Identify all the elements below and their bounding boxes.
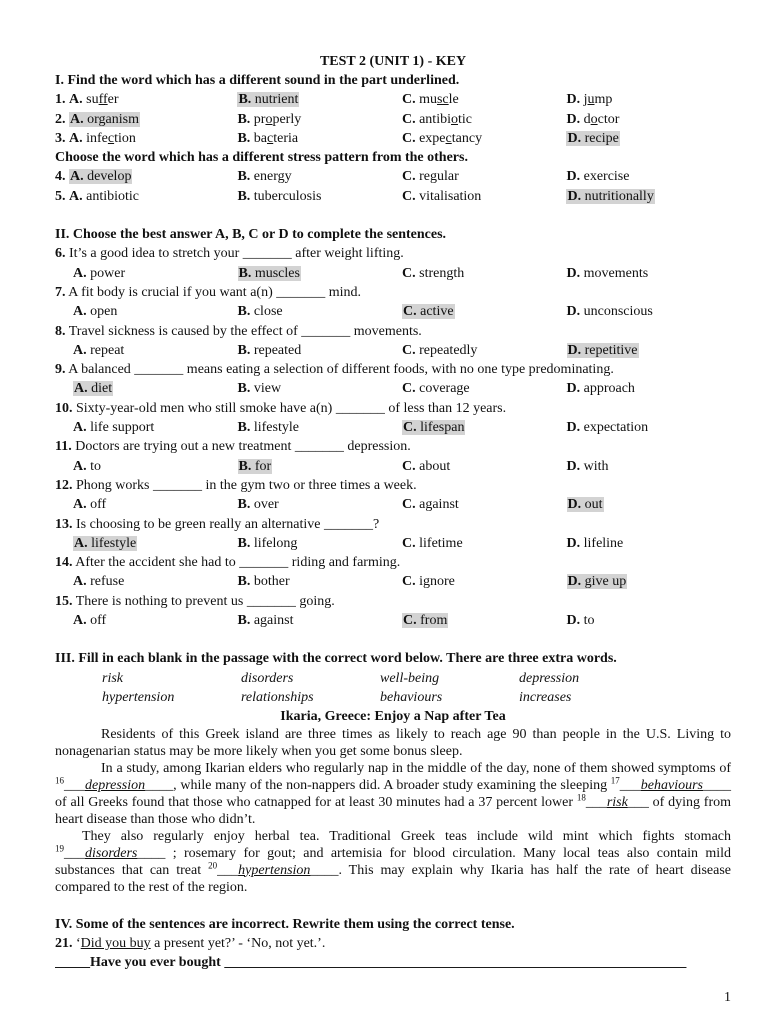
option-letter: A. bbox=[73, 304, 87, 320]
word-bank-row-1 bbox=[55, 669, 731, 688]
option-letter: D. bbox=[567, 497, 582, 513]
blank-number: 20 bbox=[208, 859, 218, 870]
option bbox=[402, 572, 567, 591]
passage-title: Ikaria, Greece: Enjoy a Nap after Tea bbox=[280, 708, 506, 724]
option-letter: B. bbox=[237, 420, 251, 436]
option-letter: C. bbox=[402, 574, 416, 590]
options-row bbox=[55, 457, 731, 476]
option bbox=[402, 187, 567, 206]
option-text: D. movements bbox=[566, 265, 649, 281]
option bbox=[566, 129, 731, 148]
option bbox=[55, 110, 237, 129]
option bbox=[402, 457, 567, 476]
option bbox=[73, 534, 238, 553]
answer-21-line: _____Have you ever bought __________________________________________________________________ bbox=[55, 955, 687, 971]
question-number: 7. bbox=[55, 284, 66, 300]
question-21: 21. ‘Did you buy a present yet?’ - ‘No, not yet.’. bbox=[55, 935, 326, 951]
question-number: 1. bbox=[55, 92, 66, 108]
option bbox=[237, 110, 402, 129]
option-letter: A. bbox=[73, 613, 87, 629]
question-number: 15. bbox=[55, 593, 73, 609]
option bbox=[237, 167, 402, 186]
option-text: A. off bbox=[73, 497, 107, 513]
option bbox=[238, 611, 403, 630]
option bbox=[238, 534, 403, 553]
option-letter: B. bbox=[237, 111, 251, 127]
option-text: D. unconscious bbox=[566, 304, 653, 320]
option bbox=[238, 341, 403, 360]
option bbox=[402, 341, 567, 360]
option-letter: A. bbox=[73, 265, 87, 281]
blank-number: 16 bbox=[55, 774, 64, 785]
option-letter: A. bbox=[69, 188, 83, 204]
option-letter: C. bbox=[401, 92, 416, 108]
option-letter: A. bbox=[69, 130, 83, 146]
option bbox=[55, 187, 237, 206]
option bbox=[73, 418, 238, 437]
word-bank-row-2 bbox=[55, 688, 731, 707]
underlined-part: sc bbox=[436, 92, 449, 108]
answer-highlight: B. muscles bbox=[238, 265, 300, 281]
option-text: A. to bbox=[73, 458, 102, 474]
option-letter: D. bbox=[566, 304, 581, 320]
option-letter: A. bbox=[74, 535, 88, 551]
option bbox=[402, 534, 567, 553]
option bbox=[238, 302, 403, 321]
question-number: 10. bbox=[55, 400, 73, 416]
option bbox=[567, 457, 732, 476]
option bbox=[238, 457, 403, 476]
word-bank-item: well-being bbox=[380, 670, 440, 686]
option bbox=[238, 572, 403, 591]
word-bank-item: depression bbox=[519, 670, 580, 686]
options-row bbox=[55, 341, 731, 360]
option bbox=[402, 90, 567, 109]
option-text: B. tuberculosis bbox=[237, 188, 322, 204]
option bbox=[55, 129, 237, 148]
option-letter: B. bbox=[237, 304, 251, 320]
option-letter: D. bbox=[566, 265, 581, 281]
question-stem: 7. A fit body is crucial if you want a(n) _______ mind. bbox=[55, 284, 362, 300]
option-text: C. regular bbox=[401, 169, 459, 185]
question-number: 8. bbox=[55, 323, 66, 339]
option bbox=[402, 495, 567, 514]
word-bank-item: relationships bbox=[241, 689, 314, 705]
option-text: C. ignore bbox=[402, 574, 455, 590]
question-row bbox=[55, 110, 731, 129]
option bbox=[567, 495, 732, 514]
option bbox=[237, 187, 402, 206]
answer-highlight: D. recipe bbox=[567, 130, 619, 146]
options-row bbox=[55, 302, 731, 321]
option-text: D. with bbox=[566, 458, 609, 474]
option bbox=[402, 379, 567, 398]
option-text: A. suffer bbox=[69, 92, 119, 108]
option-letter: D. bbox=[566, 381, 581, 397]
question-number: 11. bbox=[55, 439, 72, 455]
answer-highlight: D. nutritionally bbox=[567, 188, 654, 204]
underlined-part: u bbox=[587, 92, 595, 108]
option bbox=[73, 341, 238, 360]
option-letter: C. bbox=[403, 420, 417, 436]
option-letter: C. bbox=[402, 265, 416, 281]
options-row bbox=[55, 264, 731, 283]
option bbox=[402, 264, 567, 283]
option-letter: C. bbox=[401, 111, 416, 127]
option-letter: B. bbox=[238, 92, 252, 108]
option-letter: D. bbox=[566, 420, 581, 436]
question-number: 5. bbox=[55, 188, 66, 204]
answer-highlight: A. develop bbox=[70, 169, 132, 185]
underlined-part: c bbox=[107, 130, 115, 146]
option-text: B. properly bbox=[237, 111, 302, 127]
option-letter: C. bbox=[402, 381, 416, 397]
option bbox=[567, 611, 732, 630]
option bbox=[238, 264, 403, 283]
question-number: 14. bbox=[55, 555, 73, 571]
option-letter: A. bbox=[74, 381, 88, 397]
option bbox=[238, 418, 403, 437]
stress-heading: Choose the word which has a different stress pattern from the others. bbox=[55, 150, 468, 166]
option-letter: D. bbox=[567, 342, 582, 358]
option-text: B. against bbox=[237, 613, 294, 629]
option-letter: A. bbox=[73, 420, 87, 436]
option-text: A. off bbox=[73, 613, 107, 629]
option bbox=[55, 90, 237, 109]
option bbox=[73, 302, 238, 321]
section-2-heading: II. Choose the best answer A, B, C or D to complete the sentences. bbox=[55, 227, 447, 243]
option bbox=[73, 457, 238, 476]
section-3-heading: III. Fill in each blank in the passage with the correct word below. There are three extra words. bbox=[55, 651, 617, 667]
option bbox=[402, 302, 567, 321]
option-letter: B. bbox=[237, 130, 251, 146]
option-text: C. against bbox=[402, 497, 459, 513]
underlined-part: c bbox=[267, 130, 274, 146]
question-stem: 9. A balanced _______ means eating a selection of different foods, with no one type predominating. bbox=[55, 362, 614, 378]
option bbox=[567, 341, 732, 360]
page-title: TEST 2 (UNIT 1) - KEY bbox=[319, 54, 467, 69]
options-row bbox=[55, 495, 731, 514]
option bbox=[566, 110, 731, 129]
underlined-part: o bbox=[265, 111, 273, 127]
option-text: C. expectancy bbox=[401, 130, 483, 146]
answer-highlight: C. active bbox=[403, 304, 454, 320]
option-text: C. vitalisation bbox=[401, 188, 482, 204]
option bbox=[237, 90, 402, 109]
blank-number: 19 bbox=[55, 842, 64, 853]
answer-17: behaviours bbox=[640, 777, 703, 793]
option bbox=[567, 418, 732, 437]
word-bank-item: behaviours bbox=[380, 689, 443, 705]
section-1-stress-rows bbox=[55, 167, 731, 206]
answer-highlight: D. repetitive bbox=[567, 342, 638, 358]
option-text: D. expectation bbox=[566, 420, 649, 436]
underlined-part: o bbox=[450, 111, 458, 127]
answer-18: risk bbox=[606, 794, 628, 810]
option-letter: C. bbox=[402, 342, 416, 358]
option-letter: A. bbox=[73, 458, 87, 474]
question-stem: 15. There is nothing to prevent us _______ going. bbox=[55, 593, 335, 609]
section-2-questions bbox=[55, 244, 731, 630]
question-stem: 11. Doctors are trying out a new treatment _______ depression. bbox=[55, 439, 411, 455]
option-letter: B. bbox=[237, 613, 251, 629]
option-text: B. lifelong bbox=[237, 535, 298, 551]
option-letter: D. bbox=[566, 613, 581, 629]
answer-highlight: A. organism bbox=[70, 111, 139, 127]
option-letter: C. bbox=[403, 304, 417, 320]
option bbox=[73, 264, 238, 283]
option bbox=[402, 110, 567, 129]
option-text: B. lifestyle bbox=[237, 420, 299, 436]
worksheet bbox=[55, 52, 731, 972]
question-stem: 6. It’s a good idea to stretch your _______ after weight lifting. bbox=[55, 246, 404, 262]
options-row bbox=[55, 534, 731, 553]
option-letter: B. bbox=[237, 342, 251, 358]
option-text: C. muscle bbox=[401, 92, 459, 108]
passage-paragraph-2: In a study, among Ikarian elders who regularly nap in the middle of the day, none of them showed symptoms of $^{16}$___depression____, while many of the non-nappers did. A broader study examining the sleeping $^{17}$___behaviours____ of all Greeks found that those who catnapped for at least 30 minutes had a 37 percent lower $^{18}$___risk___ of dying from heart disease than those who didn’t. bbox=[55, 760, 732, 827]
option-letter: C. bbox=[402, 458, 416, 474]
option-text: C. strength bbox=[402, 265, 465, 281]
blank-number: 18 bbox=[576, 791, 586, 802]
option-letter: B. bbox=[237, 188, 251, 204]
option-text: D. jump bbox=[566, 92, 613, 108]
question-row bbox=[55, 167, 731, 186]
passage-paragraph-1: Residents of this Greek island are three times as likely to reach age 90 than people in the U.S. Living to nonagenarian status may be more likely when you get some bonus sleep. bbox=[55, 726, 731, 759]
options-row bbox=[55, 572, 731, 591]
option bbox=[73, 379, 238, 398]
option bbox=[402, 167, 567, 186]
option bbox=[402, 129, 567, 148]
underlined-part: ff bbox=[98, 92, 108, 108]
option-text: D. doctor bbox=[566, 111, 620, 127]
option-text: C. about bbox=[402, 458, 451, 474]
option-text: C. antibiotic bbox=[401, 111, 472, 127]
option bbox=[402, 611, 567, 630]
option bbox=[238, 379, 403, 398]
word-bank-item: increases bbox=[519, 689, 572, 705]
option-letter: B. bbox=[238, 458, 252, 474]
option bbox=[566, 90, 731, 109]
question-stem: 12. Phong works _______ in the gym two or three times a week. bbox=[55, 477, 417, 493]
option-letter: B. bbox=[237, 497, 251, 513]
section-1-heading: I. Find the word which has a different sound in the part underlined. bbox=[55, 73, 460, 88]
answer-19: disorders bbox=[85, 845, 138, 861]
option-text: B. over bbox=[237, 497, 279, 513]
option-text: C. lifetime bbox=[402, 535, 463, 551]
option-letter: C. bbox=[401, 188, 416, 204]
option bbox=[402, 418, 567, 437]
option-letter: A. bbox=[73, 497, 87, 513]
option-text: B. bacteria bbox=[237, 130, 299, 146]
option-letter: A. bbox=[73, 574, 87, 590]
options-row bbox=[55, 379, 731, 398]
option-text: A. open bbox=[73, 304, 118, 320]
option-letter: B. bbox=[237, 381, 251, 397]
option-letter: D. bbox=[566, 111, 581, 127]
option-letter: B. bbox=[237, 574, 251, 590]
answer-21: Have you ever bought bbox=[90, 955, 221, 971]
question-number: 13. bbox=[55, 516, 73, 532]
option-letter: B. bbox=[237, 169, 251, 185]
answer-highlight: C. from bbox=[403, 613, 448, 629]
option bbox=[567, 264, 732, 283]
question-row bbox=[55, 187, 731, 206]
answer-highlight: C. lifespan bbox=[403, 420, 465, 436]
option bbox=[55, 167, 237, 186]
passage-paragraph-3: They also regularly enjoy herbal tea. Traditional Greek teas include wild mint which fights stomach $^{19}$___disorders____ ; rosemary for gout; and artemisia for blood circulation. Many local teas also contain mild substances that can treat $^{20}$___hypertension____. This may explain why Ikaria has half the rate of heart disease compared to the rest of the region. bbox=[55, 828, 732, 895]
option bbox=[567, 572, 732, 591]
question-stem: 8. Travel sickness is caused by the effect of _______ movements. bbox=[55, 323, 422, 339]
option-letter: D. bbox=[566, 458, 581, 474]
option-letter: C. bbox=[401, 130, 416, 146]
question-number: 4. bbox=[55, 169, 66, 185]
option bbox=[567, 534, 732, 553]
option bbox=[73, 495, 238, 514]
option-letter: D. bbox=[567, 130, 582, 146]
question-number: 6. bbox=[55, 246, 66, 262]
underlined-part: c bbox=[445, 130, 452, 146]
option-text: A. antibiotic bbox=[69, 188, 140, 204]
option-letter: A. bbox=[70, 111, 84, 127]
option bbox=[238, 495, 403, 514]
option-text: A. repeat bbox=[73, 342, 125, 358]
answer-highlight: B. nutrient bbox=[238, 92, 299, 108]
option-letter: C. bbox=[403, 613, 417, 629]
option-text: A. infection bbox=[69, 130, 136, 146]
answer-highlight: B. for bbox=[238, 458, 272, 474]
question-number: 2. bbox=[55, 111, 66, 127]
option-letter: D. bbox=[567, 188, 582, 204]
section-4-heading: IV. Some of the sentences are incorrect. Rewrite them using the correct tense. bbox=[55, 916, 515, 932]
option-letter: D. bbox=[567, 574, 582, 590]
word-bank-item: disorders bbox=[241, 670, 294, 686]
option-letter: B. bbox=[238, 265, 252, 281]
option-letter: C. bbox=[401, 169, 416, 185]
option-letter: A. bbox=[73, 342, 87, 358]
option-text: A. power bbox=[73, 265, 126, 281]
option-text: D. approach bbox=[566, 381, 635, 397]
question-number: 3. bbox=[55, 130, 66, 146]
option bbox=[566, 167, 731, 186]
option-text: B. bother bbox=[237, 574, 290, 590]
answer-highlight: A. diet bbox=[74, 381, 113, 397]
word-bank-item: risk bbox=[102, 670, 123, 686]
answer-16: depression bbox=[85, 777, 146, 793]
options-row bbox=[55, 611, 731, 630]
option bbox=[73, 611, 238, 630]
option-text: D. to bbox=[566, 613, 595, 629]
option-text: B. close bbox=[237, 304, 283, 320]
option-text: C. coverage bbox=[402, 381, 470, 397]
section-1-rows bbox=[55, 90, 731, 148]
option-letter: C. bbox=[402, 535, 416, 551]
question-row bbox=[55, 90, 731, 109]
option-letter: C. bbox=[402, 497, 416, 513]
option-text: A. life support bbox=[73, 420, 155, 436]
option-letter: A. bbox=[70, 169, 84, 185]
option bbox=[73, 572, 238, 591]
question-stem: 10. Sixty-year-old men who still smoke have a(n) _______ of less than 12 years. bbox=[55, 400, 507, 416]
option-letter: B. bbox=[237, 535, 251, 551]
option-text: A. refuse bbox=[73, 574, 125, 590]
question-stem: 13. Is choosing to be green really an alternative _______? bbox=[55, 516, 380, 532]
option bbox=[566, 187, 731, 206]
option-text: B. view bbox=[237, 381, 282, 397]
option-text: D. lifeline bbox=[566, 535, 624, 551]
answer-highlight: A. lifestyle bbox=[74, 535, 137, 551]
answer-highlight: D. give up bbox=[567, 574, 627, 590]
option-text: B. repeated bbox=[237, 342, 302, 358]
question-number: 9. bbox=[55, 362, 66, 378]
options-row bbox=[55, 418, 731, 437]
option-text: D. exercise bbox=[566, 169, 630, 185]
option-letter: D. bbox=[566, 169, 581, 185]
question-stem: 14. After the accident she had to _______ riding and farming. bbox=[55, 555, 401, 571]
page-number: 1 bbox=[724, 990, 731, 1005]
answer-highlight: D. out bbox=[567, 497, 603, 513]
option bbox=[237, 129, 402, 148]
question-row bbox=[55, 129, 731, 148]
option bbox=[567, 379, 732, 398]
word-bank-item: hypertension bbox=[102, 689, 175, 705]
option-letter: D. bbox=[566, 92, 581, 108]
option-letter: A. bbox=[69, 92, 83, 108]
blank-number: 17 bbox=[610, 774, 620, 785]
question-number: 12. bbox=[55, 477, 73, 493]
option bbox=[567, 302, 732, 321]
underlined-part: o bbox=[590, 111, 598, 127]
answer-20: hypertension bbox=[238, 862, 311, 878]
option-text: C. repeatedly bbox=[402, 342, 478, 358]
option-letter: D. bbox=[566, 535, 581, 551]
option-text: B. energy bbox=[237, 169, 292, 185]
